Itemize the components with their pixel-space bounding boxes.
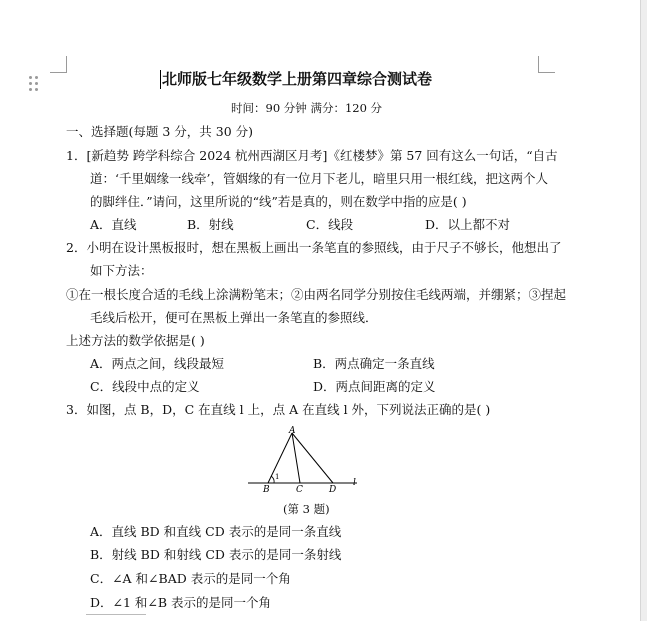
q1-option-d[interactable]: D．以上都不对 [425, 217, 511, 232]
q2-option-a[interactable]: A．两点之间，线段最短 [90, 356, 225, 371]
block-drag-handle-icon[interactable] [29, 76, 41, 92]
q1-line-1[interactable]: 1．[新趋势 跨学科综合 2024 杭州西湖区月考]《红楼梦》第 57 回有这么一句话，“自古 [66, 148, 558, 163]
q1-option-a[interactable]: A．直线 [90, 217, 137, 232]
q1-option-b[interactable]: B．射线 [187, 217, 234, 232]
page-corner-mark-top-right [538, 56, 555, 73]
segment-ac [292, 433, 300, 483]
q3-line-1[interactable]: 3．如图，点 B，D，C 在直线 l 上，点 A 在直线 l 外，下列说法正确的是( ) [66, 402, 491, 417]
segment-ab [268, 433, 292, 483]
q1-line-3[interactable]: 的脚绊住．”请问，这里所说的“线”若是真的，则在数学中指的应是( ) [90, 194, 467, 209]
q2-line-4[interactable]: 毛线后松开，便可在黑板上弹出一条笔直的参照线． [90, 310, 378, 325]
label-a: A [289, 426, 296, 436]
document-title[interactable]: 北师版七年级数学上册第四章综合测试卷 [162, 70, 433, 88]
q1-line-2[interactable]: 道：‘千里姻缘一线牵’，管姻缘的有一位月下老儿，暗里只用一根红线，把这两个人 [90, 171, 548, 186]
q3-option-a[interactable]: A．直线 BD 和直线 CD 表示的是同一条直线 [90, 524, 342, 539]
q3-geometry-figure [244, 424, 364, 496]
q3-option-c[interactable]: C．∠A 和∠BAD 表示的是同一个角 [90, 571, 291, 586]
q2-line-1[interactable]: 2．小明在设计黑板报时，想在黑板上画出一条笔直的参照线，由于尺子不够长，他想出了 [66, 240, 562, 255]
section-heading[interactable]: 一、选择题(每题 3 分，共 30 分) [66, 124, 254, 139]
label-d: D [329, 485, 337, 495]
q2-option-c[interactable]: C．线段中点的定义 [90, 379, 200, 394]
page-corner-mark-top-left [50, 56, 67, 73]
q3-option-d[interactable]: D．∠1 和∠B 表示的是同一个角 [90, 595, 272, 610]
text-cursor [160, 70, 161, 89]
label-b: B [263, 485, 270, 495]
exam-meta[interactable]: 时间：90 分钟 满分：120 分 [231, 101, 383, 115]
next-question-fragment [86, 614, 146, 615]
label-l: l [353, 478, 356, 488]
q2-line-3[interactable]: ①在一根长度合适的毛线上涂满粉笔末；②由两名同学分别按住毛线两端，并绷紧；③捏起 [66, 287, 567, 302]
q3-option-b[interactable]: B．射线 BD 和射线 CD 表示的是同一条射线 [90, 547, 342, 562]
q2-line-5[interactable]: 上述方法的数学依据是( ) [66, 333, 205, 348]
q3-figure-caption[interactable]: (第 3 题) [283, 502, 330, 516]
label-angle-1: 1 [275, 473, 280, 481]
q2-line-2[interactable]: 如下方法： [90, 263, 153, 278]
q1-option-c[interactable]: C．线段 [306, 217, 354, 232]
angle-1-arc [271, 476, 274, 483]
label-c: C [296, 485, 303, 495]
segment-ad [292, 433, 333, 483]
window-right-gutter [640, 0, 647, 621]
q2-option-d[interactable]: D．两点间距离的定义 [313, 379, 436, 394]
q2-option-b[interactable]: B．两点确定一条直线 [313, 356, 435, 371]
